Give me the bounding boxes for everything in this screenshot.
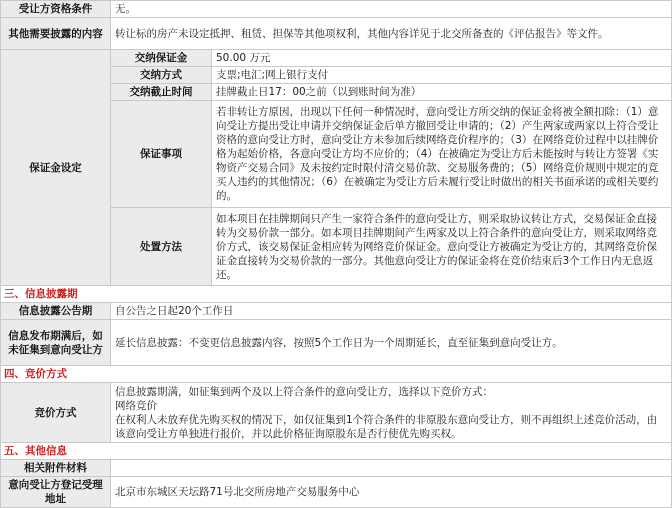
section-title-disclosure-period: 三、信息披露期 <box>1 286 672 303</box>
other-disclosure-label: 其他需要披露的内容 <box>1 18 111 50</box>
announcement-period-label: 信息披露公告期 <box>1 303 111 320</box>
payment-method-label: 交纳方式 <box>111 67 212 84</box>
payment-deadline-label: 交纳截止时间 <box>111 84 212 101</box>
registration-address-label: 意向受让方登记受理地址 <box>1 477 111 508</box>
payment-deadline-value: 挂牌截止日17：00之前（以到账时间为准） <box>212 84 672 101</box>
attachments-value <box>111 460 672 477</box>
section-title-other-info: 五、其他信息 <box>1 443 672 460</box>
deposit-amount-value: 50.00 万元 <box>212 50 672 67</box>
qualification-value: 无。 <box>111 1 672 18</box>
other-disclosure-value: 转让标的房产未设定抵押、租赁、担保等其他项权利，其他内容详见于北交所备查的《评估报告》等文件。 <box>111 18 672 50</box>
payment-method-value: 支票;电汇;网上银行支付 <box>212 67 672 84</box>
bidding-method-value: 信息披露期满，如征集到两个及以上符合条件的意向受让方，选择以下竞价方式： 网络竞价 在权利人未放弃优先购买权的情况下，如仅征集到1个符合条件的非原股东意向受让方，则不再组织上述竞价活动，由该意向受让方单独进行报价，并以此价格征询原股东是否行使优先购买权。 <box>111 383 672 443</box>
extension-value: 延长信息披露：不变更信息披露内容，按照5个工作日为一个周期延长，直至征集到意向受让方。 <box>111 320 672 366</box>
qualification-label: 受让方资格条件 <box>1 1 111 18</box>
attachments-label: 相关附件材料 <box>1 460 111 477</box>
registration-address-value: 北京市东城区天坛路71号北交所房地产交易服务中心 <box>111 477 672 508</box>
bidding-method-label: 竞价方式 <box>1 383 111 443</box>
deposit-amount-label: 交纳保证金 <box>111 50 212 67</box>
guarantee-matters-value: 若非转让方原因，出现以下任何一种情况时，意向受让方所交纳的保证金将被全额扣除：（1）意向受让方提出受让申请并交纳保证金后单方撤回受让申请的；（2）产生两家或两家以上符合受让资格的意向受让方时，意向受让方未参加后续网络竞价程序的；（3）在网络竞价过程中以挂牌价格为起始价格，各意向受让方均不应价的；（4）在被确定为受让方后未能按时与转让方签署《实物资产交易合同》及未按约定时限付清交易价款、交易服务费的；（5）网络竞价规则中规定的竞买人违约的其他情况；（6）在被确定为受让方后未履行受让时做出的相关书面承诺的或相关要约的。 <box>212 101 672 208</box>
deposit-settings-label: 保证金设定 <box>1 50 111 286</box>
guarantee-matters-label: 保证事项 <box>111 101 212 208</box>
disposal-method-label: 处置方法 <box>111 208 212 286</box>
section-title-bidding-method: 四、竞价方式 <box>1 366 672 383</box>
announcement-period-value: 自公告之日起20个工作日 <box>111 303 672 320</box>
extension-label: 信息发布期满后，如未征集到意向受让方 <box>1 320 111 366</box>
disposal-method-value: 如本项目在挂牌期间只产生一家符合条件的意向受让方，则采取协议转让方式，交易保证金直接转为交易价款一部分。如本项目挂牌期间产生两家及以上符合条件的意向受让方，则采取网络竞价方式，该交易保证金相应转为网络竞价保证金。意向受让方被确定为受让方的，其网络竞价保证金直接转为交易价款的一部分。其他意向受让方的保证金将在竞价结束后3个工作日内无息返还。 <box>212 208 672 286</box>
